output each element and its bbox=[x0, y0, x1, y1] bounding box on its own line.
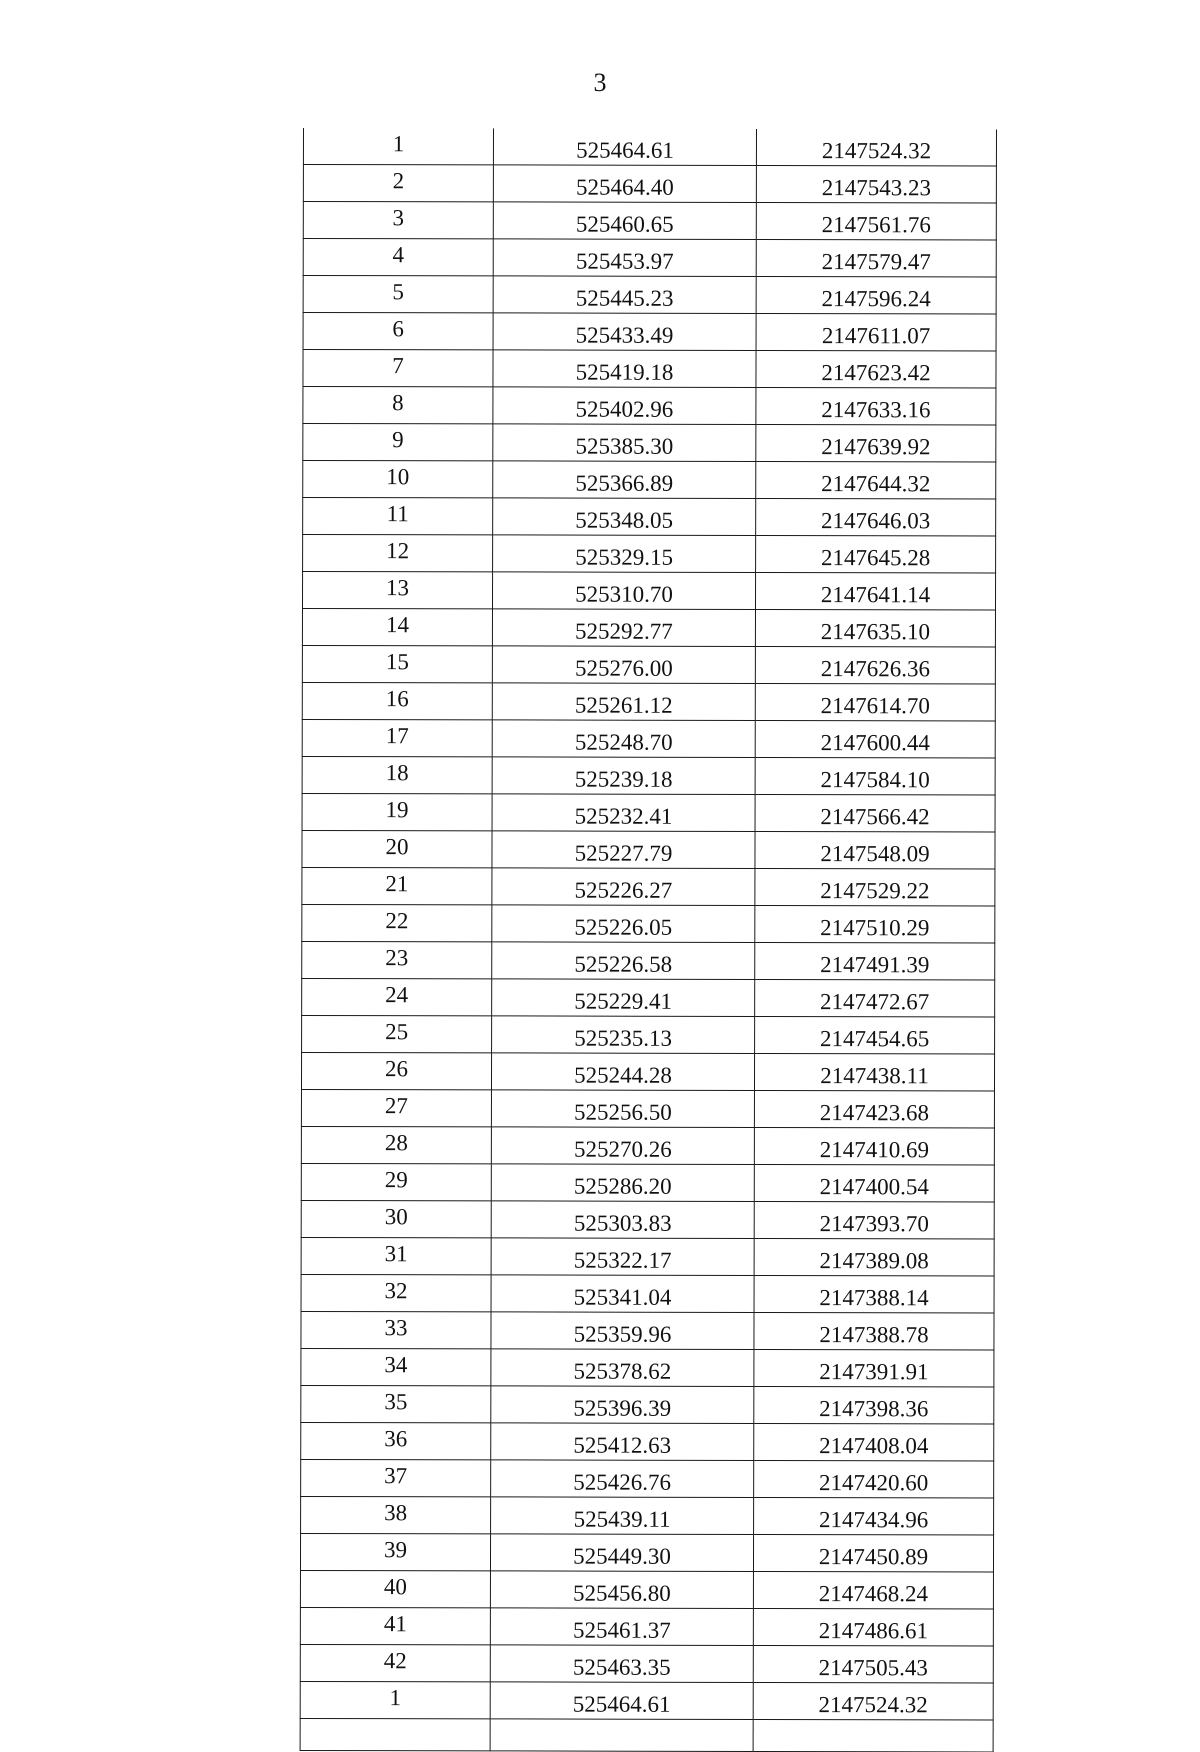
table-row bbox=[302, 793, 995, 831]
table-row bbox=[301, 1496, 994, 1534]
coordinates-table-body bbox=[300, 128, 996, 1752]
point-number-cell: 41 bbox=[300, 1607, 490, 1644]
table-row bbox=[303, 350, 996, 388]
y-coordinate-cell: 2147611.07 bbox=[756, 313, 996, 351]
table-row bbox=[303, 535, 996, 573]
x-coordinate-cell: 525419.18 bbox=[493, 350, 756, 388]
point-number-cell: 30 bbox=[301, 1200, 491, 1237]
y-coordinate-cell: 2147400.54 bbox=[754, 1164, 994, 1202]
empty-cell bbox=[753, 1719, 993, 1752]
y-coordinate-cell: 2147548.09 bbox=[755, 831, 995, 869]
y-coordinate-cell: 2147410.69 bbox=[754, 1127, 994, 1165]
y-coordinate-cell: 2147579.47 bbox=[756, 239, 996, 277]
y-coordinate-cell: 2147635.10 bbox=[755, 609, 995, 647]
point-number-cell: 20 bbox=[302, 830, 492, 867]
x-coordinate-cell: 525461.37 bbox=[490, 1608, 753, 1646]
y-coordinate-cell: 2147420.60 bbox=[754, 1460, 994, 1498]
x-coordinate-cell: 525464.61 bbox=[490, 1682, 753, 1720]
x-coordinate-cell: 525449.30 bbox=[490, 1534, 753, 1572]
table-row bbox=[301, 1459, 994, 1497]
table-row bbox=[303, 424, 996, 462]
y-coordinate-cell: 2147505.43 bbox=[753, 1645, 993, 1683]
y-coordinate-cell: 2147639.92 bbox=[756, 424, 996, 462]
table-row bbox=[302, 830, 995, 868]
point-number-cell: 32 bbox=[301, 1274, 491, 1311]
page-number: 3 bbox=[593, 68, 607, 97]
table-row bbox=[303, 313, 996, 351]
y-coordinate-cell: 2147524.32 bbox=[756, 129, 996, 166]
x-coordinate-cell: 525261.12 bbox=[492, 683, 755, 721]
y-coordinate-cell: 2147389.08 bbox=[754, 1238, 994, 1276]
point-number-cell: 8 bbox=[303, 387, 493, 424]
point-number-cell: 16 bbox=[302, 682, 492, 719]
empty-cell bbox=[300, 1718, 490, 1750]
point-number-cell: 9 bbox=[303, 424, 493, 461]
coordinates-table bbox=[300, 128, 997, 1752]
point-number-cell: 21 bbox=[302, 867, 492, 904]
x-coordinate-cell: 525322.17 bbox=[491, 1238, 754, 1276]
x-coordinate-cell: 525286.20 bbox=[491, 1164, 754, 1202]
table-row bbox=[300, 1533, 993, 1571]
y-coordinate-cell: 2147600.44 bbox=[755, 720, 995, 758]
x-coordinate-cell: 525235.13 bbox=[492, 1016, 755, 1054]
table-row bbox=[303, 498, 996, 536]
x-coordinate-cell: 525276.00 bbox=[492, 646, 755, 684]
x-coordinate-cell: 525433.49 bbox=[493, 313, 756, 351]
y-coordinate-cell: 2147626.36 bbox=[755, 646, 995, 684]
table-row bbox=[302, 572, 995, 610]
point-number-cell: 27 bbox=[301, 1089, 491, 1126]
y-coordinate-cell: 2147388.14 bbox=[754, 1275, 994, 1313]
x-coordinate-cell: 525366.89 bbox=[493, 461, 756, 499]
table-row bbox=[302, 645, 995, 683]
empty-cell bbox=[490, 1719, 753, 1752]
table-row bbox=[302, 609, 995, 647]
x-coordinate-cell: 525464.40 bbox=[493, 165, 756, 203]
x-coordinate-cell: 525464.61 bbox=[493, 128, 756, 165]
y-coordinate-cell: 2147641.14 bbox=[755, 572, 995, 610]
x-coordinate-cell: 525270.26 bbox=[491, 1127, 754, 1165]
y-coordinate-cell: 2147491.39 bbox=[755, 942, 995, 980]
table-row bbox=[301, 1348, 994, 1386]
point-number-cell: 7 bbox=[303, 350, 493, 387]
table-row bbox=[301, 1422, 994, 1460]
x-coordinate-cell: 525463.35 bbox=[490, 1645, 753, 1683]
point-number-cell: 1 bbox=[303, 128, 493, 165]
y-coordinate-cell: 2147529.22 bbox=[755, 868, 995, 906]
y-coordinate-cell: 2147644.32 bbox=[756, 461, 996, 499]
table-row bbox=[300, 1570, 993, 1608]
point-number-cell: 6 bbox=[303, 313, 493, 350]
x-coordinate-cell: 525341.04 bbox=[491, 1275, 754, 1313]
x-coordinate-cell: 525239.18 bbox=[492, 757, 755, 795]
y-coordinate-cell: 2147391.91 bbox=[754, 1349, 994, 1387]
x-coordinate-cell: 525256.50 bbox=[491, 1090, 754, 1128]
x-coordinate-cell: 525402.96 bbox=[493, 387, 756, 425]
point-number-cell: 36 bbox=[301, 1422, 491, 1459]
x-coordinate-cell: 525426.76 bbox=[491, 1460, 754, 1498]
table-row bbox=[302, 867, 995, 905]
x-coordinate-cell: 525396.39 bbox=[491, 1386, 754, 1424]
point-number-cell: 22 bbox=[302, 904, 492, 941]
table-row bbox=[301, 1089, 994, 1127]
x-coordinate-cell: 525348.05 bbox=[493, 498, 756, 536]
point-number-cell: 40 bbox=[300, 1570, 490, 1607]
table-row bbox=[303, 165, 996, 203]
table-row bbox=[301, 1126, 994, 1164]
y-coordinate-cell: 2147510.29 bbox=[755, 905, 995, 943]
y-coordinate-cell: 2147454.65 bbox=[755, 1016, 995, 1054]
table-row bbox=[303, 202, 996, 240]
table-row bbox=[302, 978, 995, 1016]
x-coordinate-cell: 525226.05 bbox=[492, 905, 755, 943]
y-coordinate-cell: 2147472.67 bbox=[755, 979, 995, 1017]
empty-table-row bbox=[300, 1718, 993, 1751]
y-coordinate-cell: 2147486.61 bbox=[753, 1608, 993, 1646]
table-row bbox=[303, 239, 996, 277]
point-number-cell: 25 bbox=[302, 1015, 492, 1052]
y-coordinate-cell: 2147645.28 bbox=[756, 535, 996, 573]
point-number-cell: 38 bbox=[301, 1496, 491, 1533]
point-number-cell: 5 bbox=[303, 276, 493, 313]
point-number-cell: 14 bbox=[302, 609, 492, 646]
point-number-cell: 4 bbox=[303, 239, 493, 276]
y-coordinate-cell: 2147393.70 bbox=[754, 1201, 994, 1239]
y-coordinate-cell: 2147524.32 bbox=[753, 1682, 993, 1720]
y-coordinate-cell: 2147468.24 bbox=[753, 1571, 993, 1609]
y-coordinate-cell: 2147623.42 bbox=[756, 350, 996, 388]
point-number-cell: 28 bbox=[301, 1126, 491, 1163]
x-coordinate-cell: 525453.97 bbox=[493, 239, 756, 277]
point-number-cell: 24 bbox=[302, 978, 492, 1015]
point-number-cell: 15 bbox=[302, 645, 492, 682]
x-coordinate-cell: 525445.23 bbox=[493, 276, 756, 314]
x-coordinate-cell: 525226.58 bbox=[492, 942, 755, 980]
point-number-cell: 26 bbox=[301, 1052, 491, 1089]
y-coordinate-cell: 2147543.23 bbox=[756, 165, 996, 203]
x-coordinate-cell: 525248.70 bbox=[492, 720, 755, 758]
x-coordinate-cell: 525456.80 bbox=[490, 1571, 753, 1609]
table-row bbox=[301, 1200, 994, 1238]
table-row bbox=[301, 1385, 994, 1423]
point-number-cell: 11 bbox=[303, 498, 493, 535]
y-coordinate-cell: 2147633.16 bbox=[756, 387, 996, 425]
table-row bbox=[300, 1607, 993, 1645]
point-number-cell: 33 bbox=[301, 1311, 491, 1348]
y-coordinate-cell: 2147398.36 bbox=[754, 1386, 994, 1424]
x-coordinate-cell: 525310.70 bbox=[492, 572, 755, 610]
table-row bbox=[303, 128, 996, 166]
x-coordinate-cell: 525329.15 bbox=[493, 535, 756, 573]
y-coordinate-cell: 2147596.24 bbox=[756, 276, 996, 314]
table-row bbox=[302, 682, 995, 720]
point-number-cell: 17 bbox=[302, 719, 492, 756]
point-number-cell: 1 bbox=[300, 1681, 490, 1718]
point-number-cell: 29 bbox=[301, 1163, 491, 1200]
y-coordinate-cell: 2147434.96 bbox=[754, 1497, 994, 1535]
point-number-cell: 23 bbox=[302, 941, 492, 978]
table-row bbox=[302, 756, 995, 794]
point-number-cell: 19 bbox=[302, 793, 492, 830]
table-row bbox=[301, 1311, 994, 1349]
point-number-cell: 39 bbox=[300, 1533, 490, 1570]
x-coordinate-cell: 525229.41 bbox=[492, 979, 755, 1017]
table-row bbox=[300, 1644, 993, 1682]
x-coordinate-cell: 525227.79 bbox=[492, 831, 755, 869]
y-coordinate-cell: 2147561.76 bbox=[756, 202, 996, 240]
table-row bbox=[301, 1163, 994, 1201]
point-number-cell: 35 bbox=[301, 1385, 491, 1422]
point-number-cell: 12 bbox=[303, 535, 493, 572]
y-coordinate-cell: 2147584.10 bbox=[755, 757, 995, 795]
point-number-cell: 18 bbox=[302, 756, 492, 793]
table-row bbox=[302, 719, 995, 757]
x-coordinate-cell: 525244.28 bbox=[491, 1053, 754, 1091]
y-coordinate-cell: 2147408.04 bbox=[754, 1423, 994, 1461]
x-coordinate-cell: 525439.11 bbox=[491, 1497, 754, 1535]
x-coordinate-cell: 525232.41 bbox=[492, 794, 755, 832]
point-number-cell: 13 bbox=[302, 572, 492, 609]
point-number-cell: 42 bbox=[300, 1644, 490, 1681]
y-coordinate-cell: 2147614.70 bbox=[755, 683, 995, 721]
table-row bbox=[300, 1681, 993, 1719]
table-row bbox=[301, 1274, 994, 1312]
table-row bbox=[303, 461, 996, 499]
x-coordinate-cell: 525385.30 bbox=[493, 424, 756, 462]
x-coordinate-cell: 525292.77 bbox=[492, 609, 755, 647]
point-number-cell: 3 bbox=[303, 202, 493, 239]
x-coordinate-cell: 525460.65 bbox=[493, 202, 756, 240]
x-coordinate-cell: 525412.63 bbox=[491, 1423, 754, 1461]
point-number-cell: 31 bbox=[301, 1237, 491, 1274]
table-row bbox=[302, 1015, 995, 1053]
point-number-cell: 10 bbox=[303, 461, 493, 498]
table-row bbox=[303, 276, 996, 314]
table-row bbox=[302, 941, 995, 979]
point-number-cell: 34 bbox=[301, 1348, 491, 1385]
x-coordinate-cell: 525359.96 bbox=[491, 1312, 754, 1350]
y-coordinate-cell: 2147423.68 bbox=[754, 1090, 994, 1128]
x-coordinate-cell: 525226.27 bbox=[492, 868, 755, 906]
x-coordinate-cell: 525378.62 bbox=[491, 1349, 754, 1387]
y-coordinate-cell: 2147566.42 bbox=[755, 794, 995, 832]
table-row bbox=[301, 1237, 994, 1275]
table-row bbox=[301, 1052, 994, 1090]
point-number-cell: 37 bbox=[301, 1459, 491, 1496]
x-coordinate-cell: 525303.83 bbox=[491, 1201, 754, 1239]
y-coordinate-cell: 2147450.89 bbox=[753, 1534, 993, 1572]
point-number-cell: 2 bbox=[303, 165, 493, 202]
y-coordinate-cell: 2147438.11 bbox=[754, 1053, 994, 1091]
y-coordinate-cell: 2147646.03 bbox=[756, 498, 996, 536]
table-row bbox=[302, 904, 995, 942]
table-row bbox=[303, 387, 996, 425]
y-coordinate-cell: 2147388.78 bbox=[754, 1312, 994, 1350]
